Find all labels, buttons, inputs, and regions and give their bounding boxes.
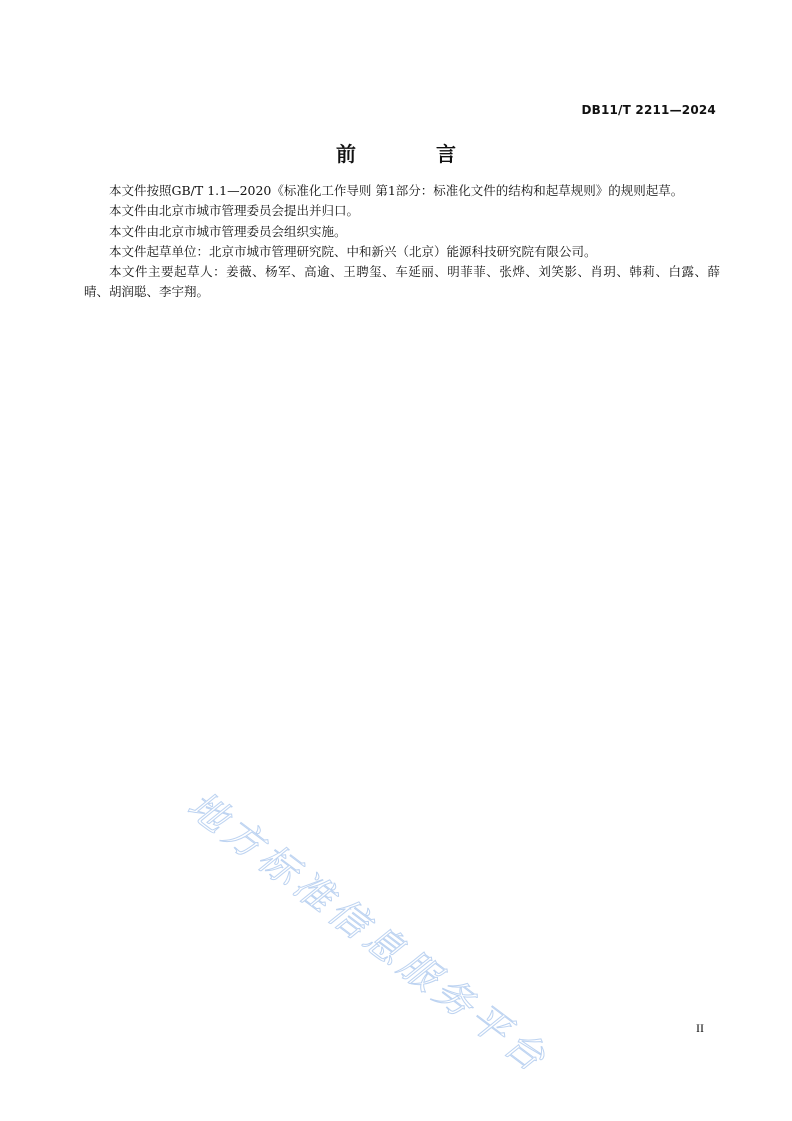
document-code: DB11/T 2211—2024 [581,103,716,117]
page-number: II [696,1021,704,1035]
paragraph-implementer: 本文件由北京市城市管理委员会组织实施。 [109,223,347,239]
page-title: 前 言 [336,142,486,166]
paragraph-drafting-units: 本文件起草单位：北京市城市管理研究院、中和新兴（北京）能源科技研究院有限公司。 [109,243,597,259]
watermark: 地方标准信息服务平台 [179,782,558,1083]
paragraph-drafting-rules: 本文件按照GB/T 1.1—2020《标准化工作导则 第1部分：标准化文件的结构和起草规则》的规则起草。 [109,183,684,198]
foreword-body [84,181,720,303]
paragraph-proposer: 本文件由北京市城市管理委员会提出并归口。 [109,203,360,219]
paragraph-drafters: 本文件主要起草人：姜薇、杨军、高逾、王聘玺、车延丽、明菲菲、张烨、刘笑影、肖玥、韩莉、白露、薛晴、胡润聪、李宇翔。 [84,264,720,300]
